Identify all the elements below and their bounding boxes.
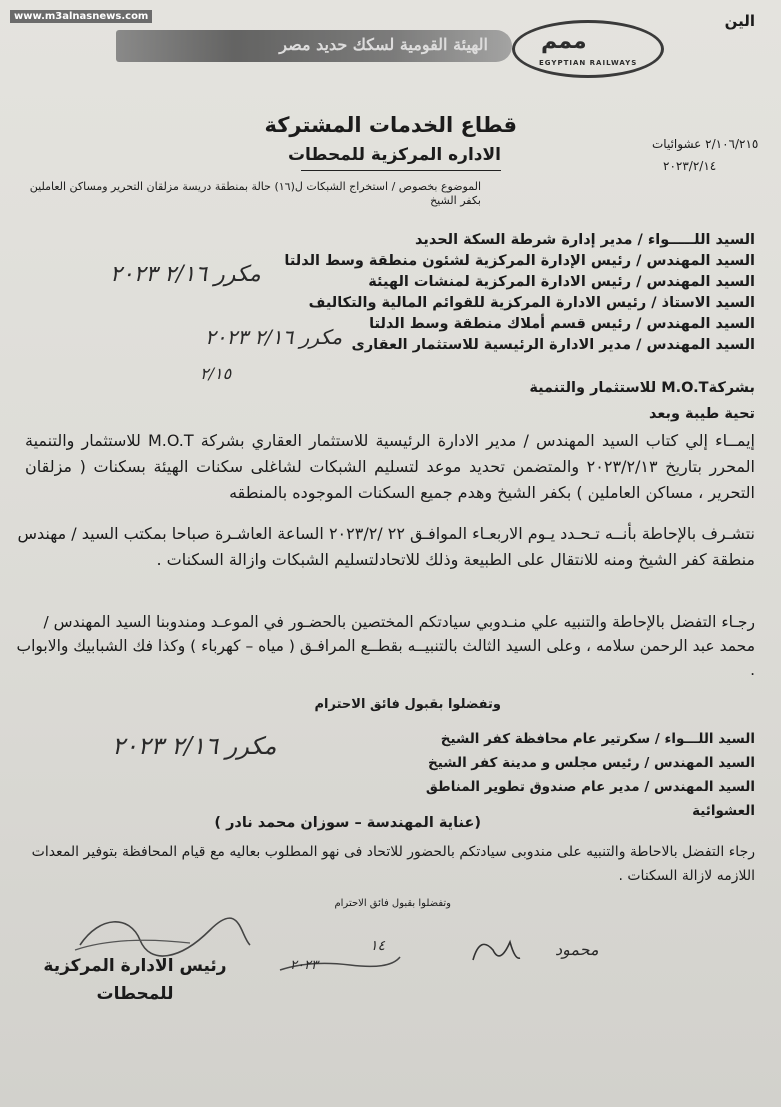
recipient-line: السيد المهندس / رئيس الادارة المركزية لمنشات الهيئة <box>368 274 755 290</box>
closing-thanks: وتفضلوا بقبول فائق الاحترام <box>314 697 501 712</box>
signature-subtitle: للمحطات <box>96 984 174 1004</box>
cc-line: السيد المهندس / مدير عام صندوق تطوير المناطق العشوائية <box>425 779 755 819</box>
cc-line: السيد المهندس / رئيس مجلس و مدينة كفر الشيخ <box>428 755 755 771</box>
attention-line: (عناية المهندسة – سوزان محمد نادر ) <box>214 815 481 831</box>
handwritten-note: ٢/١٥ <box>200 364 232 383</box>
recipient-line: السيد المهندس / رئيس قسم أملاك منطقة وسط الدلتا <box>369 316 755 332</box>
recipient-line: السيد اللـــــواء / مدير إدارة شرطة السكة الحديد <box>415 232 755 248</box>
logo-text: EGYPTIAN RAILWAYS <box>539 59 638 67</box>
signature-title: رئيس الادارة المركزية <box>43 956 227 976</box>
letterhead-band <box>116 30 512 62</box>
greeting: تحية طيبة وبعد <box>648 406 755 422</box>
recipient-line: السيد المهندس / مدير الادارة الرئيسية للاستثمار العقارى <box>351 337 755 353</box>
sector-title: قطاع الخدمات المشتركة <box>264 113 517 137</box>
handwritten-date: ١٤ <box>370 938 386 954</box>
handwritten-note: مكرر ٢/١٦ ٢٠٢٣ <box>112 732 277 760</box>
recipient-line: السيد المهندس / رئيس الإدارة المركزية لشئون منطقة وسط الدلتا <box>284 253 755 269</box>
subject-line: الموضوع بخصوص / استخراج الشبكات ل(١٦) حالة بمنطقة دريسة مزلقان التحرير ومساكن العاملين بكفر الشيخ <box>29 180 481 207</box>
recipient-line: السيد الاستاذ / رئيس الادارة المركزية للقوائم المالية والتكاليف <box>308 295 755 311</box>
paragraph-request: رجـاء التفضل بالإحاطة والتنبيه علي منـدوبي سيادتكم المختصين بالحضـور في الموعـد ومندوبنا السيد المهندس / محمد عبد الرحمن سلامه ، وعلى السيد الثالث بالتنبيــه بقطــع المرافـق ( مياه – كهرباء ) وكذا فك الشبابيك والابواب . <box>16 613 755 679</box>
company-line: بشركةM.O.T للاستثمار والتنمية <box>529 380 755 396</box>
railways-logo <box>512 20 664 78</box>
cc-line: السيد اللـــواء / سكرتير عام محافظة كفر الشيخ <box>440 731 755 747</box>
letter-date: ٢٠٢٣/٢/١٤ <box>663 159 717 173</box>
closing-thanks-2: وتفضلوا بقبول فائق الاحترام <box>334 898 451 909</box>
paragraph-reference: إيمــاء إلي كتاب السيد المهندس / مدير الادارة الرئيسية للاستثمار العقاري بشركة M.O.T للاستثمار والتنمية المحرر بتاريخ ٢٠٢٣/٢/١٣ والمتضمن تحديد موعد لتسليم الشبكات لشاغلى سكنات الهيئة بسكنات ( مزلقان التحرير ، مساكن العاملين ) بكفر الشيخ وهدم جميع السكنات الموجوده بالمنطقه <box>25 431 755 502</box>
letterhead-text: الهيئة القومية لسكك حديد مصر <box>279 35 488 54</box>
department-underline <box>301 170 501 171</box>
paragraph-governorate: رجاء التفضل بالاحاطة والتنبيه على مندوبى سيادتكم بالحضور للاتحاد فى نهو المطلوب بعاليه مع قيام المحافظة بتوفير المعدات اللازمه لازالة السكنات . <box>31 844 755 884</box>
cc-list <box>375 727 755 823</box>
recipients-list <box>15 230 755 356</box>
signature-scribble <box>60 905 260 975</box>
handwritten-note: مكرر ٢/١٦ ٢٠٢٣ <box>110 262 261 287</box>
paragraph-notice: نتشـرف بالإحاطة بأنــه تـحـدد يـوم الاربعـاء الموافـق ٢٢ /٢٠٢٣/٢ الساعة العاشـرة صباحا بمكتب السيد / مهندس منطقة كفر الشيخ ومنه للانتقال على الطبيعة وذلك للاتحادلتسليم الشبكات وازالة السكنات . <box>17 524 755 569</box>
handwritten-date: ٢٠٢٣ <box>290 958 318 973</box>
initials-scribble <box>465 930 525 975</box>
handwritten-note: مكرر ٢/١٦ ٢٠٢٣ <box>205 325 343 349</box>
corner-word: الين <box>724 12 755 30</box>
department-title: الاداره المركزية للمحطات <box>287 145 501 165</box>
watermark: www.m3alnasnews.com <box>10 10 152 23</box>
reference-number: ٢/١٠٦/٢١٥ عشوائيات <box>652 137 759 151</box>
handwritten-name: محمود <box>555 940 599 959</box>
logo-emblem: ممم <box>541 29 587 54</box>
